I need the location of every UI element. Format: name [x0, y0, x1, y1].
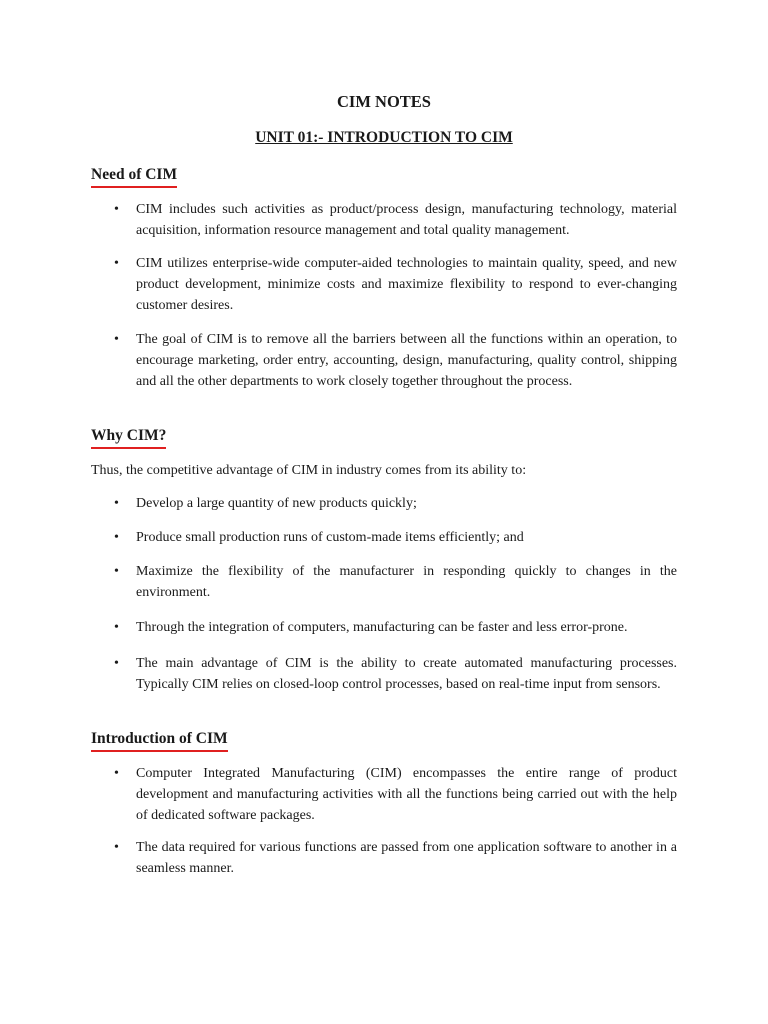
document-title: CIM NOTES	[337, 92, 431, 111]
list-item-text: Develop a large quantity of new products quickly;	[136, 496, 417, 511]
list-item-text: Through the integration of computers, manufacturing can be faster and less error-prone.	[136, 620, 628, 635]
bullet-icon: •	[114, 620, 119, 635]
unit-title: UNIT 01:- INTRODUCTION TO CIM	[255, 129, 513, 146]
list-item-text: The goal of CIM is to remove all the barriers between all the functions within an operation, to encourage marketing, order entry, accounting, design, manufacturing, quality control, shipping and all the other departments to work closely together throughout the process.	[136, 332, 677, 389]
list-item	[114, 527, 677, 548]
list-item	[114, 763, 677, 826]
bullet-icon: •	[114, 766, 119, 781]
list-item	[114, 837, 677, 879]
bullet-icon: •	[114, 256, 119, 271]
section-heading-introduction-of-cim: Introduction of CIM	[91, 730, 228, 752]
section-heading-need-of-cim: Need of CIM	[91, 166, 177, 188]
list-item	[114, 253, 677, 316]
list-item-text: Computer Integrated Manufacturing (CIM) encompasses the entire range of product development and manufacturing activities with all the functions being carried out with the help of dedicated software packages.	[136, 766, 677, 823]
list-item-text: Maximize the flexibility of the manufacturer in responding quickly to changes in the environment.	[136, 564, 677, 600]
list-item-text: The data required for various functions are passed from one application software to another in a seamless manner.	[136, 840, 677, 876]
list-item	[114, 653, 677, 695]
list-item-text: Produce small production runs of custom-made items efficiently; and	[136, 530, 524, 545]
bullet-icon: •	[114, 332, 119, 347]
list-item-text: CIM includes such activities as product/process design, manufacturing technology, material acquisition, information resource management and total quality management.	[136, 202, 677, 238]
bullet-icon: •	[114, 496, 119, 511]
list-item	[114, 199, 677, 241]
section-intro: Thus, the competitive advantage of CIM in industry comes from its ability to:	[91, 463, 527, 478]
bullet-icon: •	[114, 202, 119, 217]
bullet-icon: •	[114, 530, 119, 545]
list-item	[114, 329, 677, 392]
list-item	[114, 561, 677, 603]
list-item-text: The main advantage of CIM is the ability to create automated manufacturing processes. Typically CIM relies on closed-loop control processes, based on real-time input from sensors.	[136, 656, 677, 692]
list-item	[114, 493, 677, 514]
bullet-icon: •	[114, 656, 119, 671]
list-item-text: CIM utilizes enterprise-wide computer-aided technologies to maintain quality, speed, and new product development, minimize costs and maximize flexibility to respond to ever-changing customer desires.	[136, 256, 677, 313]
section-heading-why-cim: Why CIM?	[91, 427, 166, 449]
list-item	[114, 617, 677, 638]
bullet-icon: •	[114, 840, 119, 855]
bullet-icon: •	[114, 564, 119, 579]
